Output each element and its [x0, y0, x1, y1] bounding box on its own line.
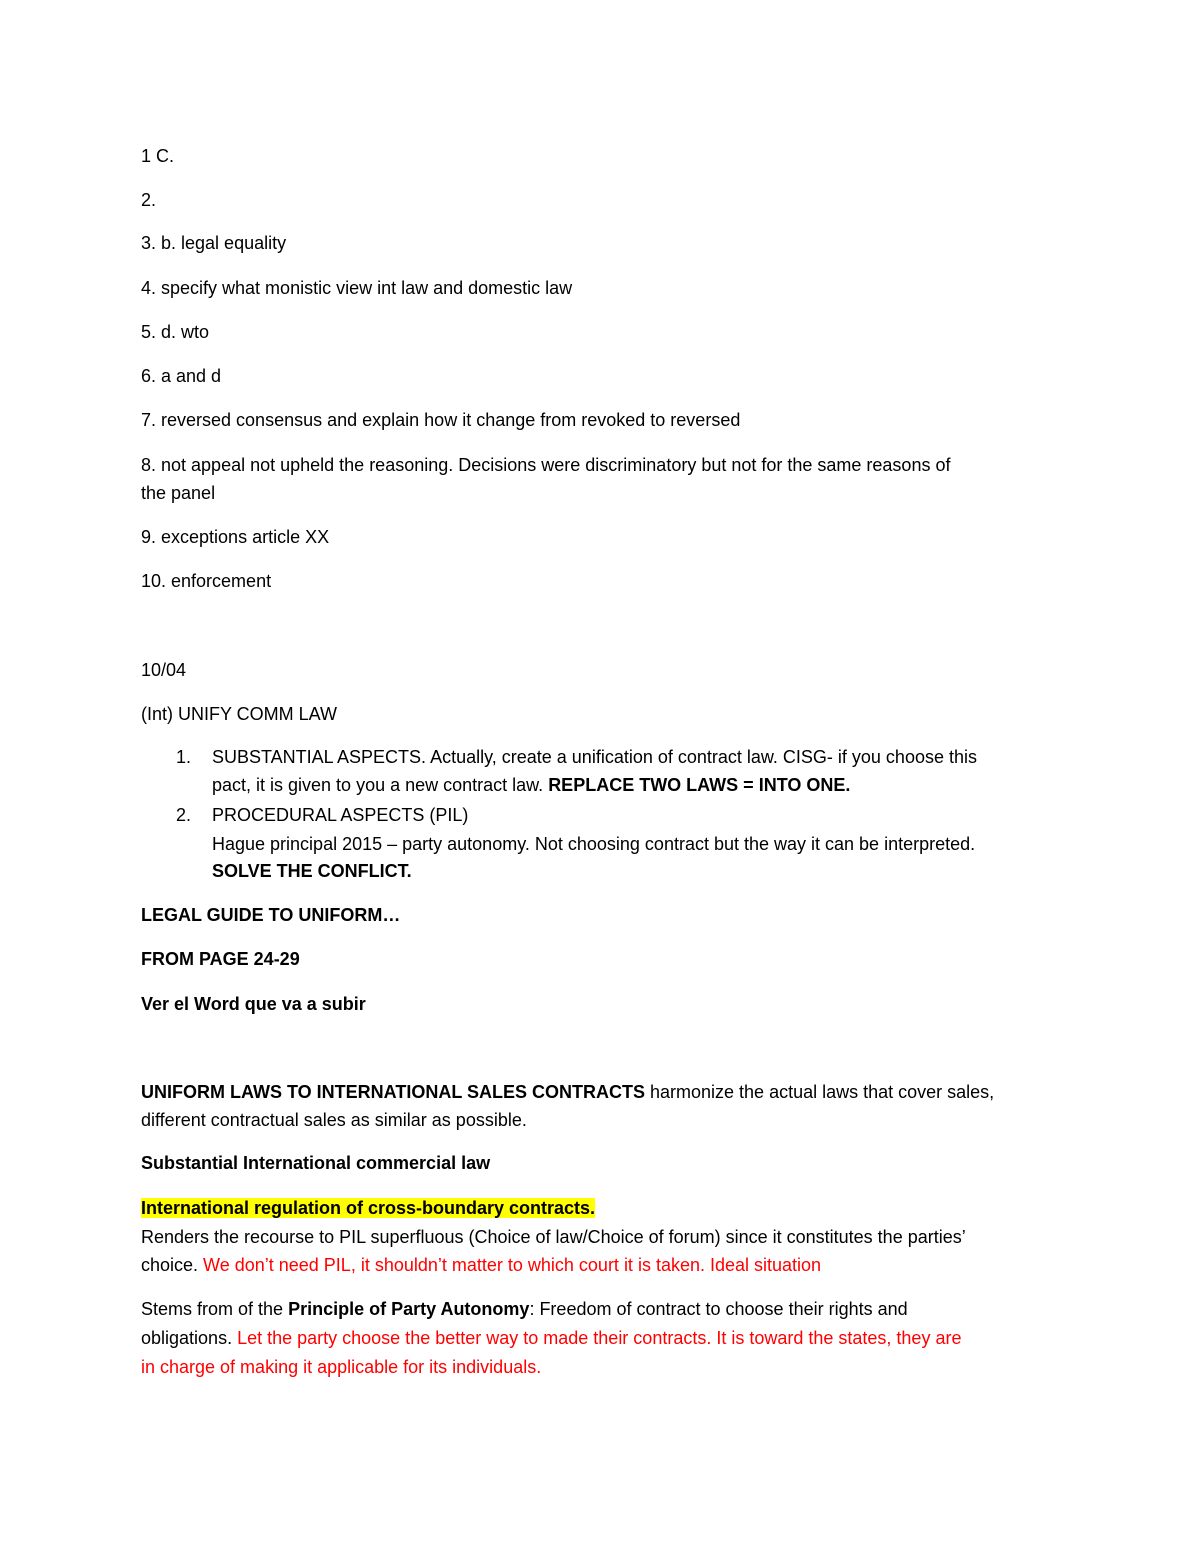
legal-guide-heading: LEGAL GUIDE TO UNIFORM… — [141, 905, 401, 925]
renders-paragraph-line-2 — [141, 1254, 821, 1276]
renders-paragraph-line-1: Renders the recourse to PIL superfluous (Choice of law/Choice of forum) since it constitutes the parties’ — [141, 1227, 966, 1247]
uniform-laws-paragraph-line-1 — [141, 1081, 994, 1103]
uniform-laws-paragraph-line-2: different contractual sales as similar as possible. — [141, 1110, 527, 1130]
renders-text: choice. — [141, 1255, 204, 1275]
answer-2: 2. — [141, 190, 157, 210]
highlighted-heading — [141, 1197, 595, 1219]
from-page-heading: FROM PAGE 24-29 — [141, 949, 300, 969]
list-item-1-line-2 — [212, 774, 850, 796]
renders-red-note: We don’t need PIL, it shouldn’t matter to which court it is taken. Ideal situation — [203, 1255, 822, 1275]
answer-10: 10. enforcement — [141, 571, 272, 591]
list-item-2-number: 2. — [176, 805, 192, 825]
list-item-1-line-1: SUBSTANTIAL ASPECTS. Actually, create a unification of contract law. CISG- if you choose this — [212, 747, 977, 767]
answer-3: 3. b. legal equality — [141, 233, 287, 253]
stems-text-c: : Freedom of contract to choose their rights and — [529, 1299, 908, 1319]
answer-8-continued: the panel — [141, 483, 216, 503]
stems-red-note: Let the party choose the better way to made their contracts. It is toward the states, they are — [237, 1328, 962, 1348]
list-item-1-number: 1. — [176, 747, 192, 767]
ver-word-heading: Ver el Word que va a subir — [141, 994, 366, 1014]
answer-5: 5. d. wto — [141, 322, 210, 342]
answer-9: 9. exceptions article XX — [141, 527, 330, 547]
stems-text-obligations: obligations. — [141, 1328, 238, 1348]
list-item-2-line-3: SOLVE THE CONFLICT. — [212, 861, 412, 881]
answer-6: 6. a and d — [141, 366, 222, 386]
list-item-1-emphasis: REPLACE TWO LAWS = INTO ONE. — [548, 775, 851, 795]
list-item-2-line-2: Hague principal 2015 – party autonomy. Not choosing contract but the way it can be interpreted. — [212, 834, 976, 854]
date-heading: 10/04 — [141, 660, 187, 680]
list-item-2-line-1: PROCEDURAL ASPECTS (PIL) — [212, 805, 469, 825]
uniform-laws-term: UNIFORM LAWS TO INTERNATIONAL SALES CONTRACTS — [141, 1082, 645, 1102]
stems-text-a: Stems from of the — [141, 1299, 289, 1319]
highlighted-text: International regulation of cross-boundary contracts. — [141, 1198, 596, 1218]
section-title: (Int) UNIFY COMM LAW — [141, 704, 338, 724]
stems-paragraph-line-1 — [141, 1298, 908, 1320]
substantial-heading: Substantial International commercial law — [141, 1153, 491, 1173]
answer-8: 8. not appeal not upheld the reasoning. Decisions were discriminatory but not for the same reasons of — [141, 455, 951, 475]
answer-1: 1 C. — [141, 146, 175, 166]
uniform-laws-text: harmonize the actual laws that cover sales, — [645, 1082, 995, 1102]
stems-paragraph-line-3: in charge of making it applicable for its individuals. — [141, 1357, 542, 1377]
stems-paragraph-line-2 — [141, 1327, 961, 1349]
list-item-1-text: pact, it is given to you a new contract law. — [212, 775, 549, 795]
stems-term: Principle of Party Autonomy — [288, 1299, 530, 1319]
answer-4: 4. specify what monistic view int law and domestic law — [141, 278, 573, 298]
answer-7: 7. reversed consensus and explain how it change from revoked to reversed — [141, 410, 741, 430]
